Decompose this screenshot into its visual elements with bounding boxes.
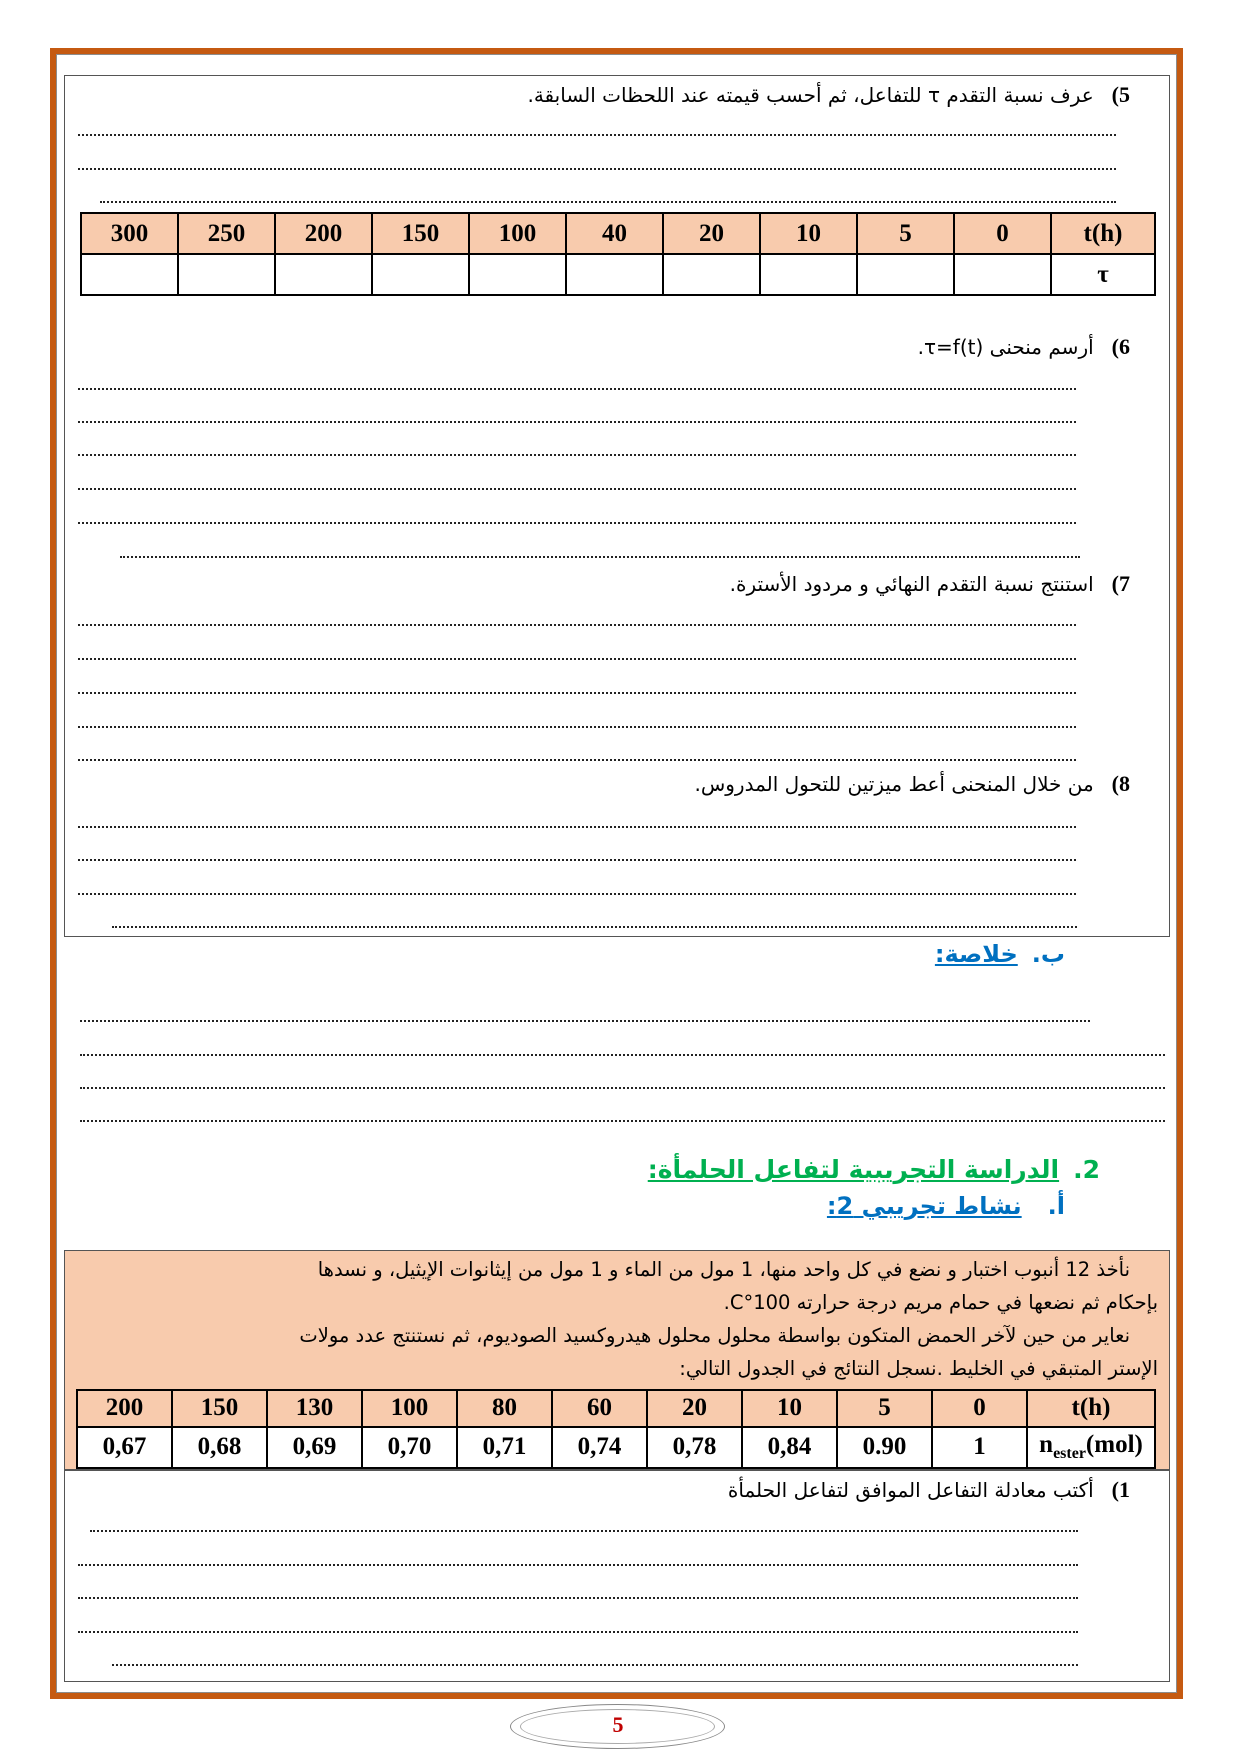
answer-line bbox=[78, 692, 1076, 694]
ester-table-value-row bbox=[77, 1427, 1155, 1468]
table-cell: 60 bbox=[552, 1390, 647, 1427]
table-cell: 10 bbox=[760, 213, 857, 254]
table-cell: 80 bbox=[457, 1390, 552, 1427]
activity-2-letter: أ. bbox=[1047, 1192, 1065, 1220]
table-cell-empty bbox=[275, 254, 372, 295]
question-5-number: 5) bbox=[1111, 82, 1130, 107]
label-sub: ester bbox=[1053, 1445, 1086, 1463]
tau-table-header-row bbox=[81, 213, 1155, 254]
question-7-number: 7) bbox=[1111, 571, 1130, 596]
table-cell: 100 bbox=[362, 1390, 457, 1427]
table-cell: 0,68 bbox=[172, 1427, 267, 1468]
paragraph-line: نأخذ 12 أنبوب اختبار و نضع في كل واحد منها، 1 مول من الماء و 1 مول من إيثانوات الإيثيل، و نسدها bbox=[317, 1258, 1130, 1281]
answer-line bbox=[78, 522, 1076, 524]
table-cell: 150 bbox=[372, 213, 469, 254]
activity-2-heading bbox=[827, 1192, 1065, 1220]
table-cell: 10 bbox=[742, 1390, 837, 1427]
table-cell-empty bbox=[760, 254, 857, 295]
question-7-text: استنتج نسبة التقدم النهائي و مردود الأسترة. bbox=[729, 572, 1094, 596]
table-cell: 150 bbox=[172, 1390, 267, 1427]
table-cell-empty bbox=[663, 254, 760, 295]
answer-line bbox=[78, 624, 1076, 626]
questions-box bbox=[64, 75, 1170, 937]
answer-line bbox=[78, 421, 1076, 423]
table-cell: 100 bbox=[469, 213, 566, 254]
label-unit: (mol) bbox=[1085, 1431, 1143, 1459]
table-cell: 0 bbox=[954, 213, 1051, 254]
table-cell: 300 bbox=[81, 213, 178, 254]
label-main: n bbox=[1039, 1431, 1054, 1459]
answer-line bbox=[78, 454, 1076, 456]
question-6-number: 6) bbox=[1111, 334, 1130, 359]
answer-line bbox=[120, 556, 1080, 558]
ester-table bbox=[76, 1389, 1156, 1469]
summary-letter: ب. bbox=[1031, 940, 1065, 968]
table-cell: 0 bbox=[932, 1390, 1027, 1427]
table-cell: 0,71 bbox=[457, 1427, 552, 1468]
tau-table-value-row bbox=[81, 254, 1155, 295]
paragraph-line: الإستر المتبقي في الخليط .نسجل النتائج في الجدول التالي: bbox=[679, 1357, 1158, 1380]
answer-line bbox=[78, 726, 1076, 728]
table-row-label bbox=[1027, 1427, 1155, 1468]
table-cell-empty bbox=[954, 254, 1051, 295]
table-cell: 200 bbox=[77, 1390, 172, 1427]
paragraph-line: نعاير من حين لآخر الحمض المتكون بواسطة محلول محلول هيدروكسيد الصوديوم، ثم نستنتج عدد مولات bbox=[299, 1324, 1130, 1347]
answer-line bbox=[78, 1564, 1078, 1566]
answer-line bbox=[78, 488, 1076, 490]
table-cell: 0,69 bbox=[267, 1427, 362, 1468]
table-cell-empty bbox=[81, 254, 178, 295]
answer-line bbox=[78, 826, 1076, 828]
answer-line bbox=[78, 759, 1076, 761]
activity-paragraph bbox=[82, 1253, 1158, 1385]
section-2-number: 2. bbox=[1073, 1155, 1100, 1184]
answer-line bbox=[90, 1530, 1078, 1532]
summary-line bbox=[80, 1020, 1090, 1022]
question-1-hydrolysis bbox=[728, 1477, 1130, 1503]
question-5-text: عرف نسبة التقدم τ للتفاعل، ثم أحسب قيمته عند اللحظات السابقة. bbox=[527, 83, 1094, 107]
table-cell: 40 bbox=[566, 213, 663, 254]
table-cell-empty bbox=[178, 254, 275, 295]
table-cell: 250 bbox=[178, 213, 275, 254]
question-8 bbox=[694, 771, 1130, 797]
table-cell: 0,74 bbox=[552, 1427, 647, 1468]
table-cell-empty bbox=[469, 254, 566, 295]
question-6-text: أرسم منحنى τ=f(t). bbox=[917, 335, 1094, 359]
answer-line bbox=[78, 1631, 1078, 1633]
table-cell-empty bbox=[857, 254, 954, 295]
summary-line bbox=[80, 1120, 1165, 1122]
question-8-text: من خلال المنحنى أعط ميزتين للتحول المدروس. bbox=[694, 772, 1094, 796]
table-cell: 0,67 bbox=[77, 1427, 172, 1468]
answer-line bbox=[78, 1597, 1078, 1599]
tau-table bbox=[80, 212, 1156, 296]
table-cell: 0,78 bbox=[647, 1427, 742, 1468]
question-7 bbox=[730, 571, 1130, 597]
answer-line bbox=[100, 201, 1116, 203]
summary-line bbox=[80, 1087, 1165, 1089]
table-cell: 0.90 bbox=[837, 1427, 932, 1468]
section-2-title: الدراسة التجريبية لتفاعل الحلمأة: bbox=[647, 1155, 1060, 1184]
question-5 bbox=[527, 82, 1130, 108]
activity-2-title: نشاط تجريبي 2: bbox=[826, 1192, 1022, 1220]
table-row-label: τ bbox=[1051, 254, 1155, 295]
answer-line bbox=[78, 859, 1076, 861]
page-number: 5 bbox=[612, 1712, 624, 1737]
answer-line bbox=[78, 168, 1116, 170]
table-cell: 130 bbox=[267, 1390, 362, 1427]
table-cell: 20 bbox=[647, 1390, 742, 1427]
summary-line bbox=[80, 1054, 1165, 1056]
ester-table-header-row bbox=[77, 1390, 1155, 1427]
table-row-label: t(h) bbox=[1051, 213, 1155, 254]
answer-line bbox=[112, 1664, 1078, 1666]
table-cell: 1 bbox=[932, 1427, 1027, 1468]
answer-line bbox=[78, 388, 1076, 390]
answer-line bbox=[112, 926, 1077, 928]
table-cell: 20 bbox=[663, 213, 760, 254]
table-cell: 0,84 bbox=[742, 1427, 837, 1468]
summary-title: خلاصة: bbox=[934, 940, 1018, 968]
answer-line bbox=[78, 658, 1076, 660]
table-cell: 5 bbox=[837, 1390, 932, 1427]
table-cell: 200 bbox=[275, 213, 372, 254]
question-1-number: 1) bbox=[1111, 1477, 1130, 1502]
answer-line bbox=[78, 134, 1116, 136]
table-cell: 0,70 bbox=[362, 1427, 457, 1468]
question-1-text: أكتب معادلة التفاعل الموافق لتفاعل الحلمأة bbox=[727, 1478, 1094, 1502]
table-cell-empty bbox=[372, 254, 469, 295]
question-8-number: 8) bbox=[1111, 771, 1130, 796]
answer-line bbox=[78, 893, 1076, 895]
table-cell: 5 bbox=[857, 213, 954, 254]
summary-heading bbox=[935, 940, 1065, 968]
table-cell-empty bbox=[566, 254, 663, 295]
section-2-heading bbox=[648, 1155, 1100, 1184]
paragraph-line: بإحكام ثم نضعها في حمام مريم درجة حرارته 100°C. bbox=[723, 1291, 1158, 1314]
question-6 bbox=[918, 334, 1130, 360]
table-row-label: t(h) bbox=[1027, 1390, 1155, 1427]
